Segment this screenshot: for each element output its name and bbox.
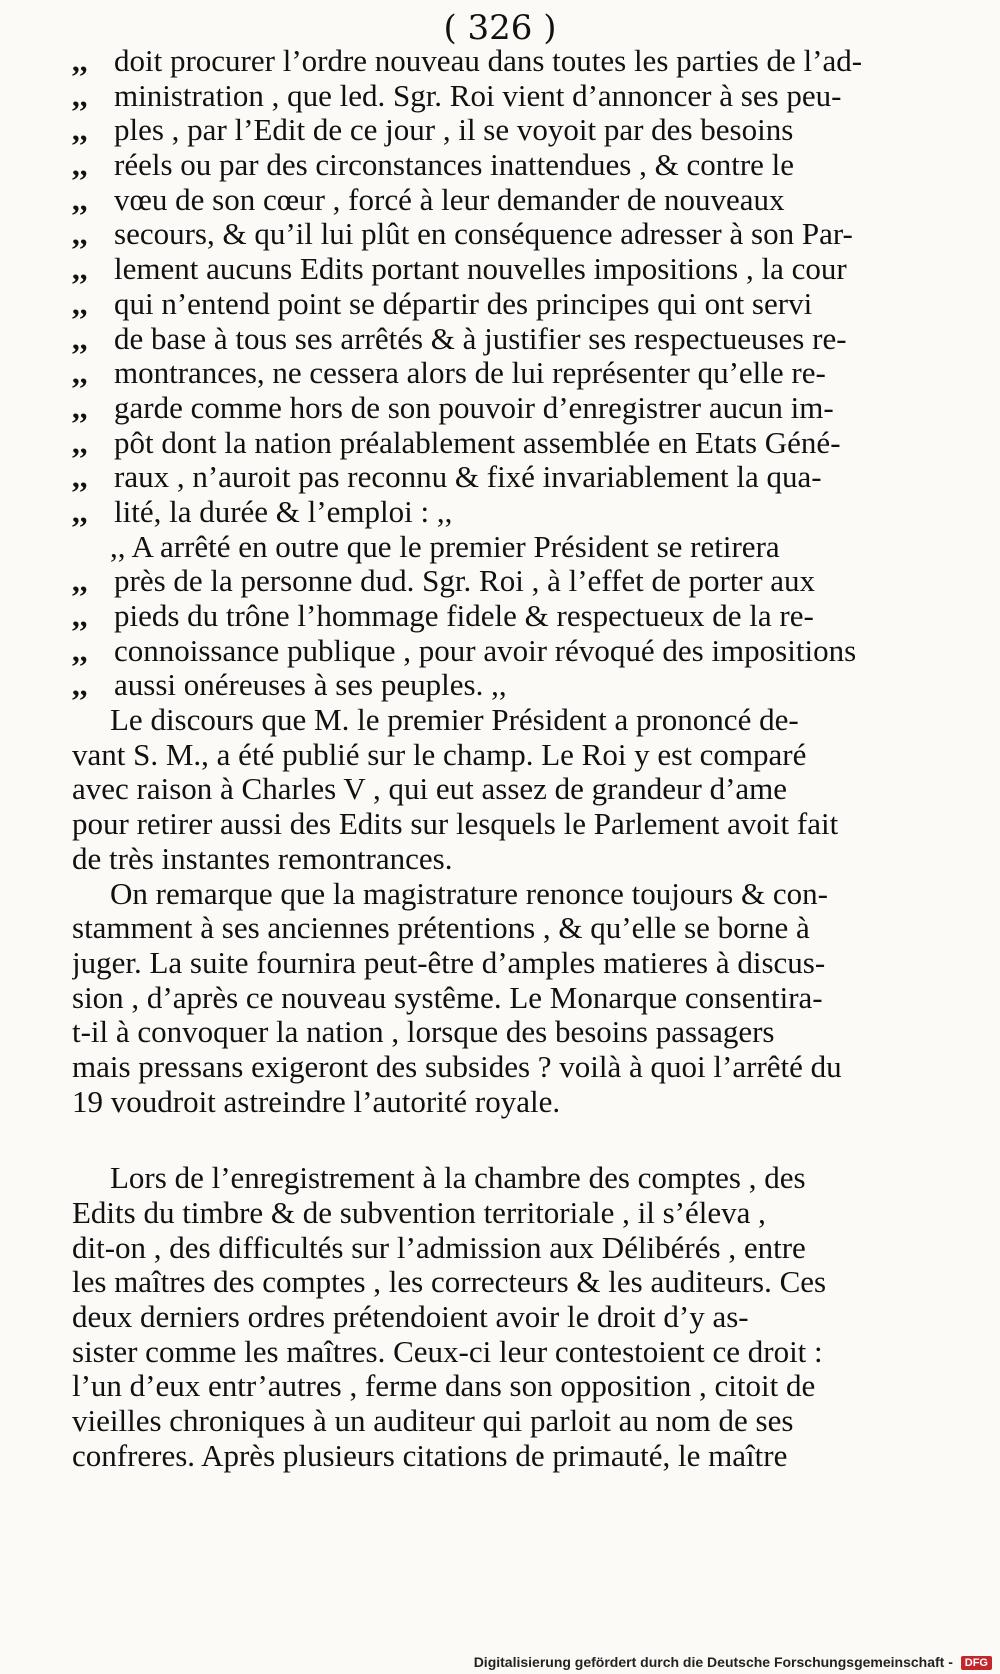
text-line (72, 1050, 962, 1085)
text-line (72, 217, 962, 252)
line-text: connoissance publique , pour avoir révoqué des impositions (114, 633, 857, 668)
text-line (72, 1335, 962, 1370)
text-line (72, 113, 962, 148)
line-text: doit procurer l’ordre nouveau dans toutes les parties de l’ad- (114, 44, 863, 78)
line-text: lement aucuns Edits portant nouvelles impositions , la cour (114, 252, 847, 287)
line-text: ples , par l’Edit de ce jour , il se voyoit par des besoins (114, 113, 794, 148)
line-text: vieilles chroniques à un auditeur qui parloit au nom de ses (72, 1404, 794, 1439)
text-line (72, 252, 962, 287)
line-text: de base à tous ses arrêtés & à justifier ses respectueuses re- (114, 321, 847, 356)
text-line (72, 1300, 962, 1335)
line-text: 19 voudroit astreindre l’autorité royale. (72, 1084, 561, 1119)
text-line (72, 668, 962, 703)
text-line (72, 1265, 962, 1300)
text-line (72, 1015, 962, 1050)
paragraph-gap (72, 1119, 962, 1161)
quote-marker: ,, (72, 494, 88, 529)
text-line (72, 564, 962, 599)
text-line (72, 946, 962, 981)
line-text: de très instantes remontrances. (72, 841, 453, 876)
line-text: sion , d’après ce nouveau systême. Le Monarque consentira- (72, 980, 823, 1015)
footer-credit (0, 1654, 992, 1670)
line-text: près de la personne dud. Sgr. Roi , à l’effet de porter aux (114, 564, 816, 599)
line-text: t-il à convoquer la nation , lorsque des besoins passagers (72, 1015, 775, 1050)
line-text: mais pressans exigeront des subsides ? voilà à quoi l’arrêté du (72, 1049, 842, 1084)
line-text: vant S. M., a été publié sur le champ. Le Roi y est comparé (72, 737, 807, 772)
text-line (72, 530, 962, 565)
text-line (72, 426, 962, 461)
line-text: réels ou par des circonstances inattendues , & contre le (114, 148, 795, 183)
quote-marker: ,, (72, 425, 88, 460)
line-text: ,, A arrêté en outre que le premier Président se retirera (110, 529, 780, 564)
text-line (72, 44, 962, 79)
text-line (72, 772, 962, 807)
line-text: stamment à ses anciennes prétentions , & qu’elle se borne à (72, 911, 810, 946)
quote-marker: ,, (72, 321, 88, 356)
text-line (72, 599, 962, 634)
line-text: vœu de son cœur , forcé à leur demander de nouveaux (114, 182, 785, 217)
body-text (72, 44, 962, 1474)
line-text: juger. La suite fournira peut-être d’amples matieres à discus- (72, 945, 826, 980)
text-line (72, 356, 962, 391)
line-text: pour retirer aussi des Edits sur lesquels le Parlement avoit fait (72, 807, 839, 842)
text-line (72, 322, 962, 357)
quote-marker: ,, (72, 252, 88, 287)
text-line (72, 877, 962, 912)
dfg-logo: DFG (961, 1656, 992, 1670)
quote-marker: ,, (72, 460, 88, 495)
quote-marker: ,, (72, 113, 88, 148)
text-line (72, 1196, 962, 1231)
line-text: lité, la durée & l’emploi : ,, (114, 494, 453, 529)
line-text: deux derniers ordres prétendoient avoir le droit d’y as- (72, 1300, 749, 1335)
text-line (72, 1231, 962, 1266)
text-line (72, 183, 962, 218)
quote-marker: ,, (72, 599, 88, 633)
quote-marker: ,, (72, 148, 88, 183)
text-line (72, 1161, 962, 1196)
text-line (72, 842, 962, 877)
quote-marker: ,, (72, 78, 88, 113)
quote-marker: ,, (72, 217, 88, 252)
text-line (72, 79, 962, 114)
quote-marker: ,, (72, 356, 88, 391)
text-line (72, 1404, 962, 1439)
line-text: ministration , que led. Sgr. Roi vient d’annoncer à ses peu- (114, 78, 842, 113)
line-text: confreres. Après plusieurs citations de primauté, le maître (72, 1438, 788, 1473)
text-line (72, 1369, 962, 1404)
text-line (72, 981, 962, 1016)
text-line (72, 807, 962, 842)
quote-marker: ,, (72, 286, 88, 321)
line-text: garde comme hors de son pouvoir d’enregistrer aucun im- (114, 390, 834, 425)
quote-marker: ,, (72, 182, 88, 217)
line-text: pieds du trône l’hommage fidele & respectueux de la re- (114, 599, 814, 633)
text-line (72, 287, 962, 322)
line-text: l’un d’eux entr’autres , ferme dans son opposition , citoit de (72, 1369, 816, 1404)
line-text: Lors de l’enregistrement à la chambre des comptes , des (110, 1161, 806, 1196)
text-line (72, 634, 962, 669)
text-line (72, 703, 962, 738)
line-text: raux , n’auroit pas reconnu & fixé invariablement la qua- (114, 460, 822, 495)
line-text: dit-on , des difficultés sur l’admission aux Délibérés , entre (72, 1230, 806, 1265)
text-line (72, 738, 962, 773)
quote-marker: ,, (72, 668, 88, 703)
line-text: les maîtres des comptes , les correcteurs & les auditeurs. Ces (72, 1265, 827, 1300)
line-text: sister comme les maîtres. Ceux-ci leur contestoient ce droit : (72, 1334, 823, 1369)
line-text: secours, & qu’il lui plût en conséquence adresser à son Par- (114, 217, 853, 252)
line-text: On remarque que la magistrature renonce toujours & con- (110, 876, 828, 911)
page-number: ( 326 ) (443, 8, 557, 48)
line-text: Le discours que M. le premier Président a prononcé de- (110, 703, 799, 738)
quote-marker: ,, (72, 390, 88, 425)
text-line (72, 911, 962, 946)
quote-marker: ,, (72, 44, 88, 78)
text-line (72, 460, 962, 495)
text-line (72, 495, 962, 530)
text-line (72, 391, 962, 426)
line-text: Edits du timbre & de subvention territoriale , il s’éleva , (72, 1196, 766, 1230)
text-line (72, 148, 962, 183)
line-text: qui n’entend point se départir des principes qui ont servi (114, 286, 813, 321)
footer-text: Digitalisierung gefördert durch die Deutsche Forschungsgemeinschaft - (473, 1653, 953, 1670)
line-text: avec raison à Charles V , qui eut assez de grandeur d’ame (72, 772, 788, 807)
line-text: aussi onéreuses à ses peuples. ,, (114, 668, 507, 703)
quote-marker: ,, (72, 564, 88, 599)
text-line (72, 1085, 962, 1120)
line-text: montrances, ne cessera alors de lui représenter qu’elle re- (114, 356, 826, 391)
line-text: pôt dont la nation préalablement assemblée en Etats Géné- (114, 425, 841, 460)
quote-marker: ,, (72, 633, 88, 668)
text-line (72, 1439, 962, 1474)
